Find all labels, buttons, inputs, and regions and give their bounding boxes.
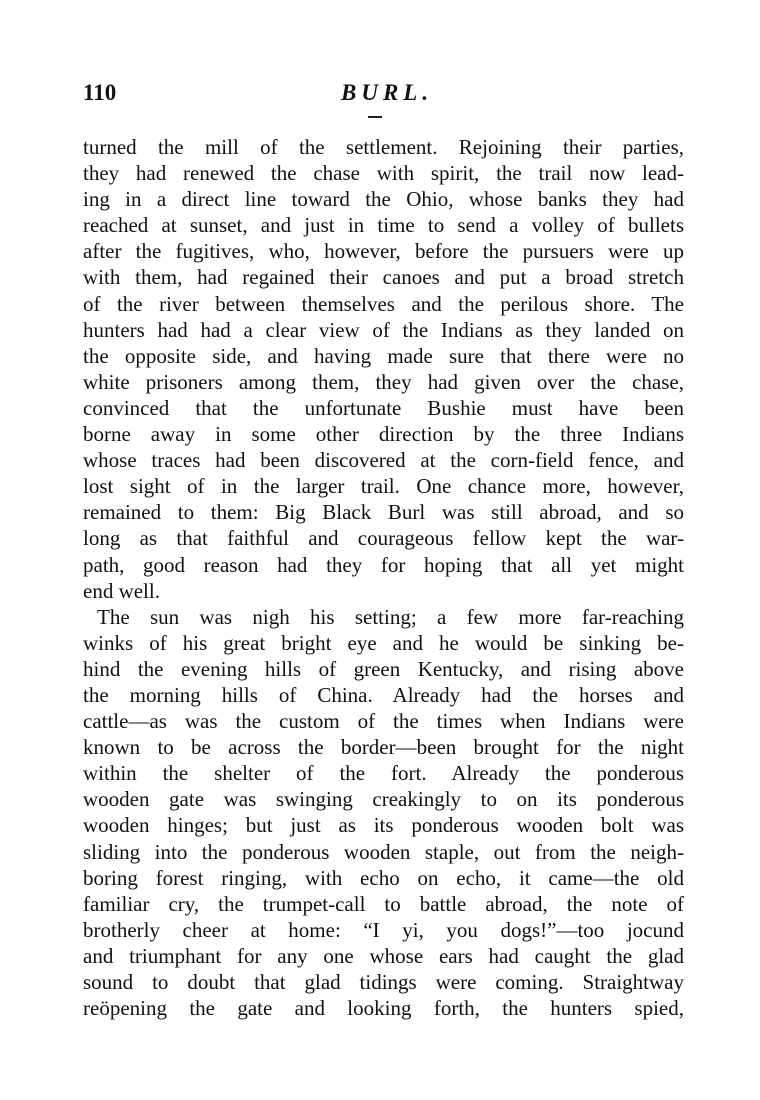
- text-line: sliding into the ponderous wooden staple, out from the neigh-: [83, 839, 684, 864]
- text-line: winks of his great bright eye and he would be sinking be-: [83, 630, 684, 655]
- page-body: [83, 134, 684, 1021]
- text-line: remained to them: Big Black Burl was still abroad, and so: [83, 500, 684, 525]
- text-line: hunters had had a clear view of the Indians as they landed on: [83, 317, 684, 342]
- text-line: they had renewed the chase with spirit, the trail now lead-: [83, 161, 684, 186]
- running-head: BURL.: [341, 80, 434, 105]
- text-line: familiar cry, the trumpet-call to battle abroad, the note of: [83, 891, 684, 916]
- text-line: the opposite side, and having made sure that there were no: [83, 343, 684, 368]
- text-line: ing in a direct line toward the Ohio, whose banks they had: [83, 187, 684, 212]
- text-line: boring forest ringing, with echo on echo, it came—the old: [83, 865, 684, 890]
- text-line: The sun was nigh his setting; a few more far-reaching: [97, 604, 684, 629]
- text-line: whose traces had been discovered at the corn-field fence, and: [83, 448, 684, 473]
- page-number: 110: [83, 80, 117, 105]
- text-line: white prisoners among them, they had given over the chase,: [83, 369, 684, 394]
- text-line: hind the evening hills of green Kentucky, and rising above: [83, 656, 684, 681]
- text-line: the morning hills of China. Already had the horses and: [83, 682, 684, 707]
- text-line: of the river between themselves and the perilous shore. The: [83, 291, 684, 316]
- text-line: borne away in some other direction by the three Indians: [83, 422, 684, 447]
- text-line: convinced that the unfortunate Bushie must have been: [83, 395, 684, 420]
- text-line: lost sight of in the larger trail. One chance more, however,: [83, 474, 684, 499]
- text-line: end well.: [83, 578, 160, 603]
- text-line: with them, had regained their canoes and put a broad stretch: [83, 265, 684, 290]
- text-line: sound to doubt that glad tidings were coming. Straightway: [83, 970, 684, 994]
- text-line: brotherly cheer at home: “I yi, you dogs!”—too jocund: [83, 917, 684, 942]
- text-line: within the shelter of the fort. Already the ponderous: [83, 761, 684, 786]
- text-line: known to be across the border—been brought for the night: [83, 735, 684, 760]
- text-line: long as that faithful and courageous fellow kept the war-: [83, 526, 684, 551]
- text-line: turned the mill of the settlement. Rejoining their parties,: [83, 135, 684, 159]
- header-rule: [368, 116, 382, 118]
- text-line: wooden gate was swinging creakingly to on its ponderous: [83, 787, 684, 812]
- text-line: after the fugitives, who, however, before the pursuers were up: [83, 239, 684, 264]
- text-line: cattle—as was the custom of the times when Indians were: [83, 709, 684, 734]
- page-header: [83, 80, 683, 112]
- text-line: reöpening the gate and looking forth, the hunters spied,: [83, 996, 684, 1021]
- text-line: path, good reason had they for hoping that all yet might: [83, 552, 684, 577]
- text-line: and triumphant for any one whose ears had caught the glad: [83, 943, 684, 968]
- text-line: wooden hinges; but just as its ponderous wooden bolt was: [83, 813, 684, 838]
- text-line: reached at sunset, and just in time to send a volley of bullets: [83, 213, 684, 238]
